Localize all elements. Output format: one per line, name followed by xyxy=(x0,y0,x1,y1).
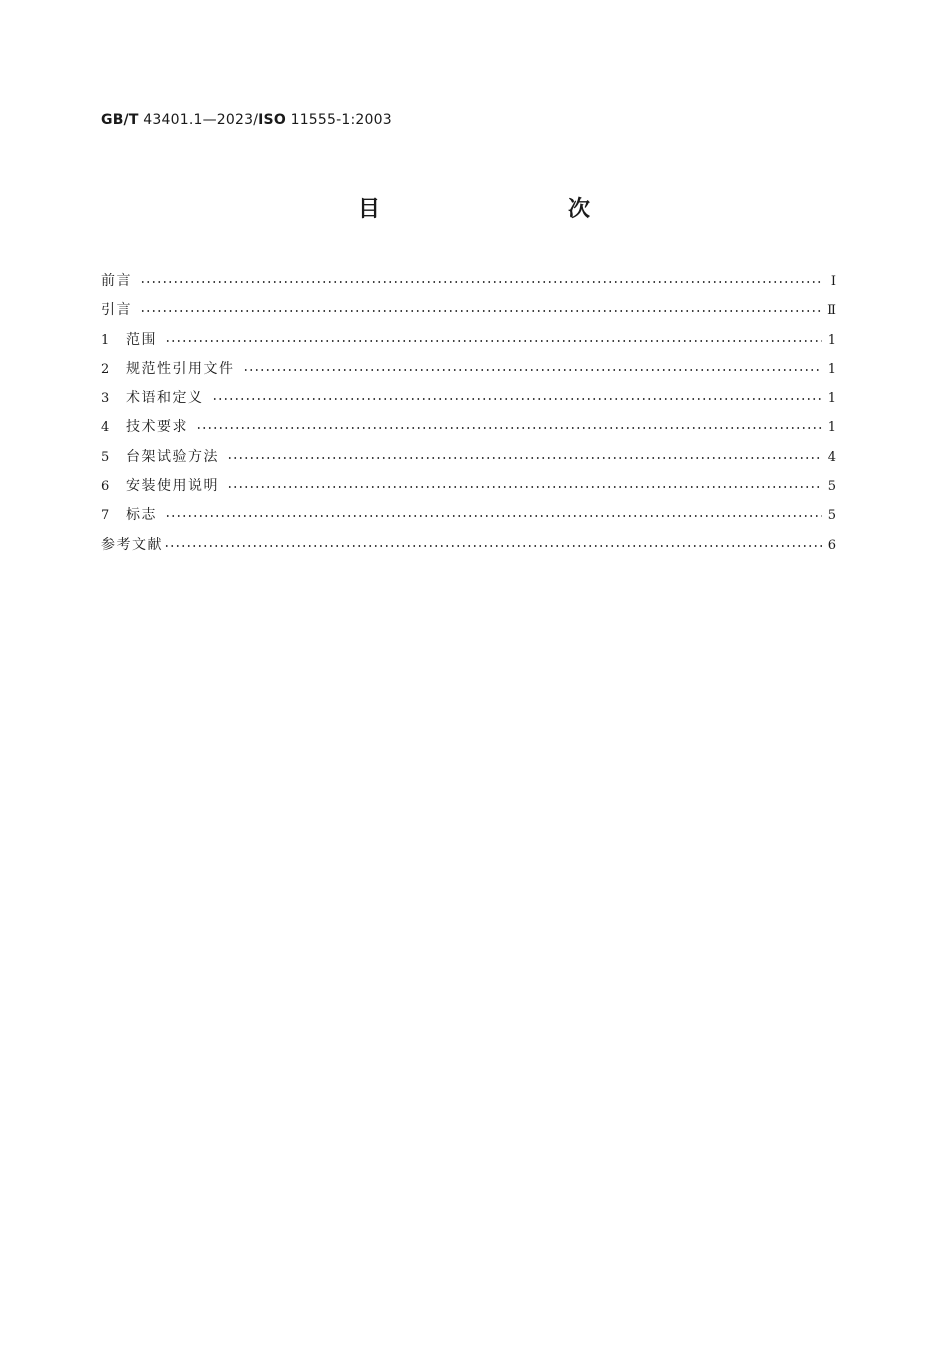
standard-prefix: GB/T xyxy=(101,112,139,128)
toc-entry-foreword[interactable] xyxy=(101,270,836,299)
toc-entry-page: 6 xyxy=(827,537,836,553)
toc-leader-dots xyxy=(227,477,822,491)
toc-entry-bench-test-methods[interactable] xyxy=(101,446,836,475)
toc-entry-number: 7 xyxy=(101,508,110,524)
toc-leader-dots xyxy=(212,389,822,403)
toc-entry-page: Ⅱ xyxy=(827,303,836,319)
toc-entry-terms-definitions[interactable] xyxy=(101,387,836,416)
toc-leader-dots xyxy=(164,536,822,550)
toc-entry-page: 1 xyxy=(827,361,836,377)
toc-leader-dots xyxy=(165,506,822,520)
table-of-contents xyxy=(101,270,836,563)
iso-prefix: ISO xyxy=(258,112,286,128)
toc-leader-dots xyxy=(243,360,822,374)
toc-entry-label: 规范性引用文件 xyxy=(126,360,235,377)
standard-number: 43401.1—2023/ xyxy=(143,112,259,128)
toc-entry-label: 安装使用说明 xyxy=(126,478,219,495)
toc-entry-label: 技术要求 xyxy=(126,419,188,436)
toc-entry-label: 台架试验方法 xyxy=(126,448,219,465)
toc-leader-dots xyxy=(227,448,822,462)
iso-number: 11555-1:2003 xyxy=(290,112,392,128)
toc-entry-label: 范围 xyxy=(126,331,157,348)
toc-entry-page: 4 xyxy=(827,449,836,465)
toc-entry-page: 5 xyxy=(827,508,836,524)
toc-entry-label: 术语和定义 xyxy=(126,390,204,407)
toc-entry-scope[interactable] xyxy=(101,329,836,358)
toc-entry-introduction[interactable] xyxy=(101,299,836,328)
standard-header xyxy=(101,112,392,128)
toc-entry-label: 标志 xyxy=(126,507,157,524)
toc-entry-technical-requirements[interactable] xyxy=(101,416,836,445)
toc-entry-normative-references[interactable] xyxy=(101,358,836,387)
toc-entry-page: 1 xyxy=(827,391,836,407)
toc-entry-number: 1 xyxy=(101,332,110,348)
toc-title: 目 次 xyxy=(357,197,638,222)
toc-entry-page: 1 xyxy=(827,420,836,436)
toc-entry-number: 2 xyxy=(101,361,110,377)
toc-entry-page: 5 xyxy=(827,479,836,495)
toc-entry-bibliography[interactable] xyxy=(101,534,836,563)
toc-leader-dots xyxy=(140,272,822,286)
toc-entry-number: 6 xyxy=(101,479,110,495)
toc-entry-installation-instructions[interactable] xyxy=(101,475,836,504)
toc-entry-marking[interactable] xyxy=(101,504,836,533)
toc-entry-number: 4 xyxy=(101,420,110,436)
toc-entry-number: 5 xyxy=(101,449,110,465)
toc-entry-label: 引言 xyxy=(101,302,132,319)
toc-entry-page: Ⅰ xyxy=(830,274,836,289)
toc-leader-dots xyxy=(140,301,821,315)
toc-entry-label: 前言 xyxy=(101,273,132,289)
toc-entry-page: 1 xyxy=(827,332,836,348)
toc-entry-number: 3 xyxy=(101,391,110,407)
toc-leader-dots xyxy=(165,331,822,345)
toc-entry-label: 参考文献 xyxy=(101,536,163,553)
toc-leader-dots xyxy=(196,418,822,432)
